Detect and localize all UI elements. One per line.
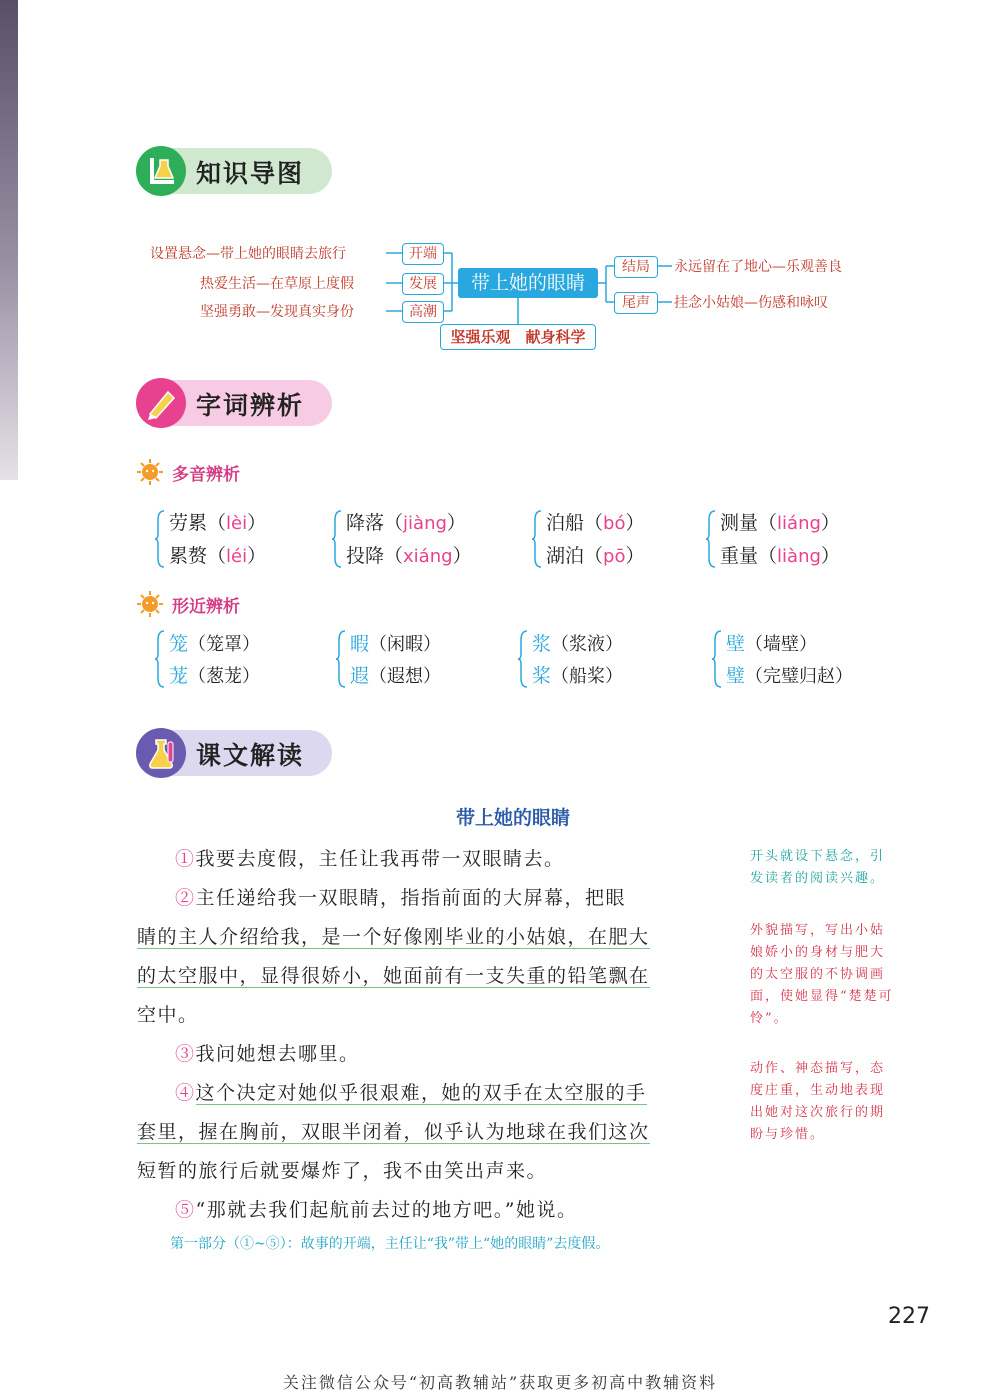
brace-icon	[336, 630, 346, 688]
duoyin-item: 降落（jiàng）	[346, 512, 466, 534]
mindmap-theme: 坚强乐观 献身科学	[440, 324, 596, 350]
mindmap-right-text: 挂念小姑娘—伤感和咏叹	[674, 295, 828, 311]
xingjin-group	[155, 626, 355, 692]
mindmap-tag-fazhan: 发展	[402, 273, 444, 295]
mindmap-left-text: 设置悬念—带上她的眼睛去旅行	[150, 246, 346, 262]
sub-label: 多音辨析	[172, 465, 240, 485]
duoyin-item: 劳累（lèi）	[169, 512, 267, 534]
duoyin-group	[332, 506, 502, 572]
xingjin-item: 笼（笼罩）	[169, 633, 261, 655]
xingjin-group	[712, 626, 892, 692]
paragraph-3: ③我问她想去哪里。	[175, 1043, 360, 1065]
mindmap-left-text: 坚强勇敢—发现真实身份	[200, 304, 354, 320]
margin-note: 开头就设下悬念，引发读者的阅读兴趣。	[750, 849, 886, 886]
xingjin-item: 壁（墙壁）	[726, 633, 818, 655]
paragraph-5: ⑤“那就去我们起航前去过的地方吧。”她说。	[175, 1199, 578, 1221]
xingjin-item: 璧（完璧归赵）	[726, 665, 854, 687]
page-number: 227	[888, 1304, 930, 1329]
xingjin-item: 茏（葱茏）	[169, 665, 261, 687]
xingjin-group	[518, 626, 718, 692]
brace-icon	[706, 510, 716, 568]
duoyin-item: 湖泊（pō）	[546, 545, 645, 567]
paragraph-4: ④这个决定对她似乎很艰难，她的双手在太空服的手 套里，握在胸前，双眼半闭着，似乎认为地球在我们这次 短暂的旅行后就要爆炸了，我不由笑出声来。	[137, 1082, 650, 1182]
mindmap-center: 带上她的眼睛	[458, 268, 598, 298]
mindmap-right-text: 永远留在了地心—乐观善良	[674, 259, 842, 275]
paragraph-2: ②主任递给我一双眼睛，指指前面的大屏幕，把眼 睛的主人介绍给我，是一个好像刚毕业的小姑娘，在肥大 的太空服中，显得很娇小，她面前有一支失重的铅笔飘在 空中。	[137, 887, 650, 1026]
margin-note: 动作、神态描写，态度庄重，生动地表现出她对这次旅行的期盼与珍惜。	[750, 1061, 886, 1142]
duoyin-item: 累赘（léi）	[169, 545, 267, 567]
duoyin-group	[706, 506, 876, 572]
sun-icon	[136, 590, 164, 618]
test-tube-icon	[136, 728, 186, 778]
section-title: 知识导图	[196, 159, 305, 188]
brace-icon	[532, 510, 542, 568]
mindmap-tag-kaiduan: 开端	[402, 243, 444, 265]
mindmap-tag-jieju: 结局	[614, 256, 658, 278]
xingjin-group	[336, 626, 536, 692]
section-header-reading	[136, 730, 332, 776]
margin-note: 外貌描写，写出小姑娘娇小的身材与肥大的太空服的不协调画面，使她显得“楚楚可怜”。	[750, 923, 894, 1026]
sub-label: 形近辨析	[172, 597, 240, 617]
xingjin-item: 浆（浆液）	[532, 633, 624, 655]
duoyin-item: 泊船（bó）	[546, 512, 645, 534]
mindmap-left-text: 热爱生活—在草原上度假	[200, 276, 354, 292]
xingjin-item: 暇（闲暇）	[350, 633, 442, 655]
brace-icon	[712, 630, 722, 688]
duoyin-item: 投降（xiáng）	[346, 545, 472, 567]
section-title: 字词辨析	[196, 391, 305, 420]
sun-icon	[136, 458, 164, 486]
duoyin-item: 重量（liàng）	[720, 545, 840, 567]
mindmap-tag-gaochao: 高潮	[402, 301, 444, 323]
brace-icon	[155, 510, 165, 568]
duoyin-item: 测量（liáng）	[720, 512, 840, 534]
brace-icon	[155, 630, 165, 688]
article-title: 带上她的眼睛	[455, 807, 570, 829]
mindmap-lines	[0, 0, 1000, 360]
xingjin-item: 桨（船桨）	[532, 665, 624, 687]
part-summary: 第一部分（①~⑤）：故事的开端，主任让“我”带上“她的眼睛”去度假。	[170, 1236, 610, 1252]
xingjin-item: 遐（遐想）	[350, 665, 442, 687]
section-header-words	[136, 380, 332, 426]
duoyin-group	[532, 506, 702, 572]
paragraph-1: ①我要去度假，主任让我再带一双眼睛去。	[175, 848, 565, 870]
duoyin-group	[155, 506, 325, 572]
section-title: 课文解读	[196, 741, 305, 770]
brace-icon	[332, 510, 342, 568]
mindmap-tag-weisheng: 尾声	[614, 292, 658, 314]
footer-text: 关注微信公众号“初高教辅站”获取更多初高中教辅资料	[282, 1373, 718, 1392]
pencil-icon	[136, 378, 186, 428]
brace-icon	[518, 630, 528, 688]
